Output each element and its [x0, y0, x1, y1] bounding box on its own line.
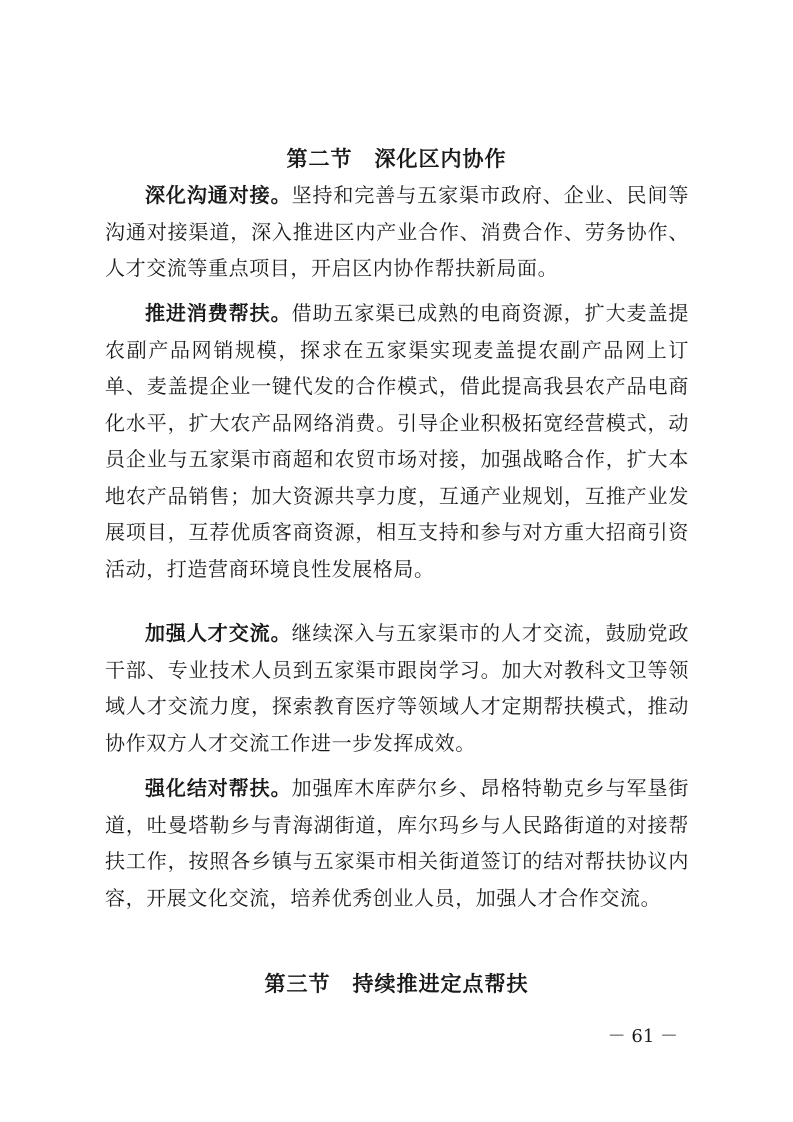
paragraph-lead: 加强人才交流。	[145, 621, 292, 645]
paragraph-pairing	[105, 770, 689, 916]
paragraph-talent	[105, 615, 689, 761]
section-3-heading: 第三节 持续推进定点帮扶	[264, 972, 529, 996]
paragraph-lead: 强化结对帮扶。	[145, 776, 292, 800]
section-2-heading: 第二节 深化区内协作	[286, 147, 507, 171]
page-number: － 61 －	[607, 1026, 678, 1047]
paragraph-lead: 推进消费帮扶。	[145, 301, 292, 325]
paragraph-body: 加强库木库萨尔乡、昂格特勒克乡与军垦街道，吐曼塔勒乡与青海湖街道，库尔玛乡与人民路街道的对接帮扶工作，按照各乡镇与五家渠市相关街道签订的结对帮扶协议内容，开展文化交流，培养优秀创业人员，加强人才合作交流。	[105, 776, 690, 910]
paragraph-communication	[105, 177, 689, 287]
paragraph-consumption	[105, 295, 689, 587]
paragraph-body: 继续深入与五家渠市的人才交流，鼓励党政干部、专业技术人员到五家渠市跟岗学习。加大对教科文卫等领域人才交流力度，探索教育医疗等领域人才定期帮扶模式，推动协作双方人才交流工作进一步发挥成效。	[105, 621, 690, 755]
paragraph-body: 借助五家渠已成熟的电商资源，扩大麦盖提农副产品网销规模，探求在五家渠实现麦盖提农副产品网上订单、麦盖提企业一键代发的合作模式，借此提高我县农产品电商化水平，扩大农产品网络消费。引导企业积极拓宽经营模式，动员企业与五家渠市商超和农贸市场对接，加强战略合作，扩大本地农产品销售；加大资源共享力度，互通产业规划，互推产业发展项目，互荐优质客商资源，相互支持和参与对方重大招商引资活动，打造营商环境良性发展格局。	[105, 301, 690, 581]
paragraph-lead: 深化沟通对接。	[145, 183, 292, 207]
paragraph-body: 坚持和完善与五家渠市政府、企业、民间等沟通对接渠道，深入推进区内产业合作、消费合作、劳务协作、人才交流等重点项目，开启区内协作帮扶新局面。	[105, 183, 690, 280]
